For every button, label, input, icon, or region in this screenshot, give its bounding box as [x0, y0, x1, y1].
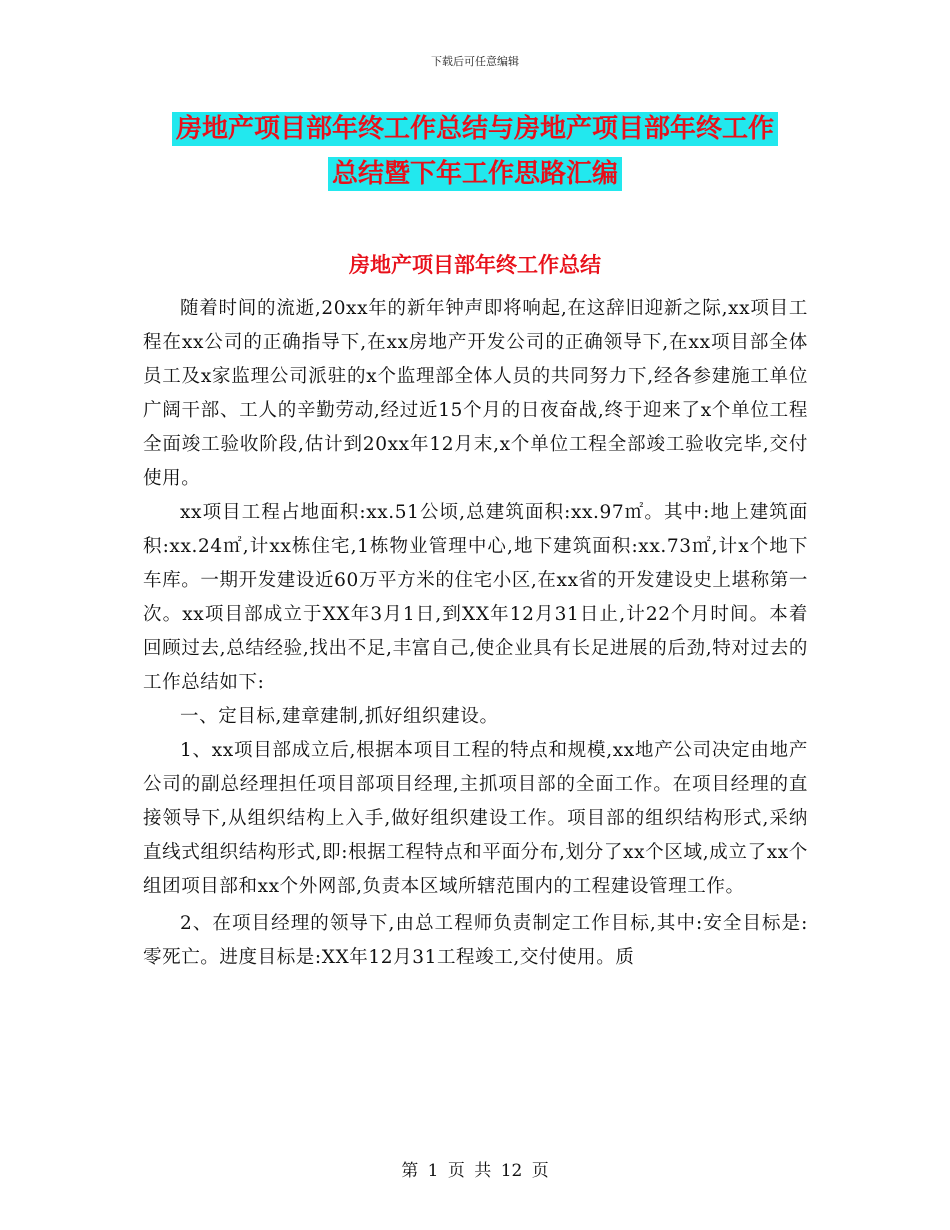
document-body — [143, 292, 808, 975]
paragraph-project-overview: xx项目工程占地面积:xx.51公顷,总建筑面积:xx.97㎡。其中:地上建筑面积:xx.24㎡,计xx栋住宅,1栋物业管理中心,地下建筑面积:xx.73㎡,计x个地下车库。一期开发建设近60万平方米的住宅小区,在xx省的开发建设史上堪称第一次。xx项目部成立于XX年3月1日,到XX年12月31日止,计22个月时间。本着回顾过去,总结经验,找出不足,丰富自己,使企业具有长足进展的后劲,特对过去的工作总结如下: — [143, 502, 808, 693]
paragraph-item-1: 1、xx项目部成立后,根据本项目工程的特点和规模,xx地产公司决定由地产公司的副总经理担任项目部项目经理,主抓项目部的全面工作。在项目经理的直接领导下,从组织结构上入手,做好组织建设工作。项目部的组织结构形式,采纳直线式组织结构形式,即:根据工程特点和平面分布,划分了xx个区域,成立了xx个组团项目部和xx个外网部,负责本区域所辖范围内的工程建设管理工作。 — [143, 740, 808, 897]
paragraph-intro: 随着时间的流逝,20xx年的新年钟声即将响起,在这辞旧迎新之际,xx项目工程在xx公司的正确指导下,在xx房地产开发公司的正确领导下,在xx项目部全体员工及x家监理公司派驻的x个监理部全体人员的共同努力下,经各参建施工单位广阔干部、工人的辛勤劳动,经过近15个月的日夜奋战,终于迎来了x个单位工程全面竣工验收阶段,估计到20xx年12月末,x个单位工程全部竣工验收完毕,交付使用。 — [143, 298, 808, 489]
document-title-text-1: 房地产项目部年终工作总结与房地产项目部年终工作 — [172, 112, 778, 146]
page-header-note: 下载后可任意编辑 — [431, 55, 519, 68]
document-title-line-1 — [0, 112, 950, 146]
section-title: 房地产项目部年终工作总结 — [349, 252, 601, 277]
page-number: 第 1 页 共 12 页 — [401, 1161, 549, 1181]
document-title-text-2: 总结暨下年工作思路汇编 — [328, 157, 622, 191]
document-title-line-2 — [0, 157, 950, 191]
paragraph-item-2: 2、在项目经理的领导下,由总工程师负责制定工作目标,其中:安全目标是:零死亡。进度目标是:XX年12月31工程竣工,交付使用。质 — [143, 913, 808, 968]
paragraph-heading-one: 一、定目标,建章建制,抓好组织建设。 — [180, 706, 499, 727]
